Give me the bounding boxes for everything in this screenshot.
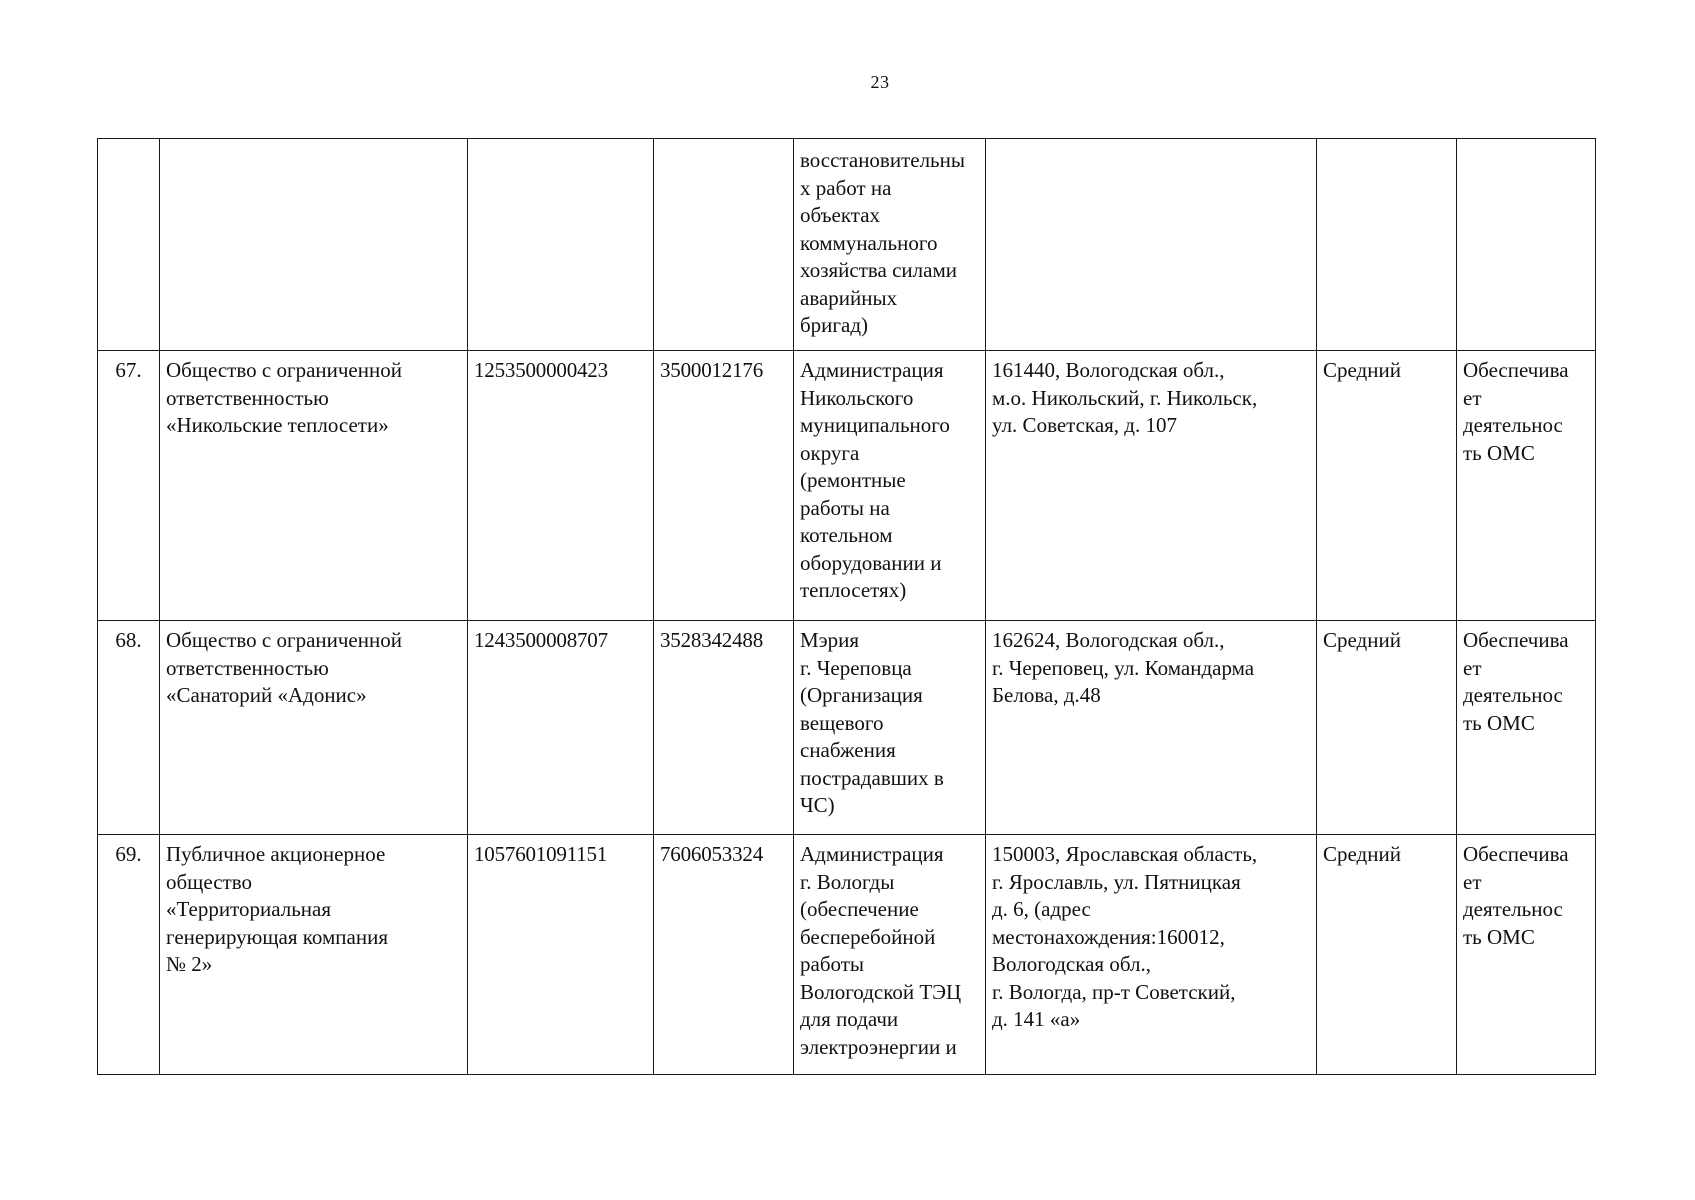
cell-organization: [160, 621, 468, 835]
cell-num: 69.: [98, 835, 160, 1075]
address-line: д. 141 «а»: [992, 1007, 1081, 1031]
admin-line: Никольского: [800, 385, 914, 410]
admin-line: вещевого: [800, 710, 884, 735]
address-line: Белова, д.48: [992, 683, 1101, 707]
cell-administration: [794, 139, 986, 351]
cell-address: [986, 621, 1317, 835]
org-line: Общество с ограниченной: [166, 628, 402, 652]
cell-num: 68.: [98, 621, 160, 835]
address-line: г. Череповец, ул. Командарма: [992, 655, 1255, 680]
org-line: Общество с ограниченной: [166, 358, 402, 382]
cell-address: [986, 351, 1317, 621]
cell-ogrn: 1243500008707: [468, 621, 654, 835]
org-line: «Никольские теплосети»: [166, 413, 389, 437]
admin-line: х работ на: [800, 175, 892, 200]
table-row: [98, 351, 1596, 621]
address-line: д. 6, (адрес: [992, 897, 1091, 921]
cell-administration: [794, 351, 986, 621]
cell-inn: 7606053324: [654, 835, 794, 1075]
address-line: м.о. Никольский, г. Никольск,: [992, 385, 1258, 410]
table-row-continued: [98, 139, 1596, 351]
admin-line: аварийных: [800, 285, 898, 310]
role-line: Обеспечива: [1463, 358, 1569, 382]
cell-ogrn: 1057601091151: [468, 835, 654, 1075]
admin-line: объектах: [800, 203, 881, 227]
cell-organization: [160, 351, 468, 621]
role-line: деятельнос: [1463, 683, 1563, 707]
role-line: ет: [1463, 869, 1482, 894]
cell-inn: [654, 139, 794, 351]
admin-line: округа: [800, 440, 860, 465]
org-line: «Территориальная: [166, 897, 332, 921]
role-line: ет: [1463, 655, 1482, 680]
role-line: Обеспечива: [1463, 628, 1569, 652]
admin-line: хозяйства силами: [800, 258, 957, 282]
cell-address: [986, 835, 1317, 1075]
admin-line: работы на: [800, 495, 890, 520]
admin-line: (обеспечение: [800, 897, 919, 921]
org-line: № 2»: [166, 952, 213, 976]
admin-line: оборудовании и: [800, 550, 942, 575]
org-line: Публичное акционерное: [166, 842, 386, 866]
cell-inn: 3528342488: [654, 621, 794, 835]
cell-organization: [160, 835, 468, 1075]
admin-line: г. Вологды: [800, 869, 895, 894]
cell-risk-level: Средний: [1317, 621, 1457, 835]
admin-line: электроэнергии и: [800, 1034, 957, 1059]
admin-line: Администрация: [800, 358, 944, 382]
address-line: 150003, Ярославская область,: [992, 842, 1258, 866]
cell-role: [1457, 621, 1596, 835]
admin-line: котельном: [800, 523, 893, 547]
admin-line: пострадавших в: [800, 765, 944, 790]
role-line: ть ОМС: [1463, 440, 1535, 465]
address-line: Вологодская обл.,: [992, 952, 1151, 976]
admin-line: Мэрия: [800, 628, 860, 652]
page-number: 23: [870, 72, 890, 92]
address-line: ул. Советская, д. 107: [992, 413, 1177, 437]
cell-administration: [794, 621, 986, 835]
cell-administration: [794, 835, 986, 1075]
role-line: ет: [1463, 385, 1482, 410]
address-line: 161440, Вологодская обл.,: [992, 358, 1225, 382]
admin-line: Администрация: [800, 842, 944, 866]
organizations-table: [97, 138, 1596, 1075]
cell-num: [98, 139, 160, 351]
cell-ogrn: 1253500000423: [468, 351, 654, 621]
org-line: генерирующая компания: [166, 924, 388, 949]
org-line: ответственностью: [166, 385, 329, 410]
table-row: [98, 621, 1596, 835]
cell-role: [1457, 351, 1596, 621]
admin-line: коммунального: [800, 230, 938, 255]
role-line: Обеспечива: [1463, 842, 1569, 866]
address-line: 162624, Вологодская обл.,: [992, 628, 1225, 652]
admin-line: муниципального: [800, 413, 950, 437]
cell-organization: [160, 139, 468, 351]
admin-line: для подачи: [800, 1007, 899, 1031]
admin-line: бесперебойной: [800, 924, 936, 949]
admin-line: бригад): [800, 313, 869, 337]
cell-ogrn: [468, 139, 654, 351]
address-line: г. Ярославль, ул. Пятницкая: [992, 869, 1241, 894]
cell-num: 67.: [98, 351, 160, 621]
cell-risk-level: [1317, 139, 1457, 351]
admin-line: ЧС): [800, 793, 835, 817]
cell-inn: 3500012176: [654, 351, 794, 621]
address-line: местонахождения:160012,: [992, 924, 1225, 949]
cell-address: [986, 139, 1317, 351]
admin-line: работы: [800, 952, 865, 976]
org-line: «Санаторий «Адонис»: [166, 683, 367, 707]
cell-risk-level: Средний: [1317, 835, 1457, 1075]
cell-risk-level: Средний: [1317, 351, 1457, 621]
admin-line: снабжения: [800, 738, 896, 762]
admin-line: г. Череповца: [800, 655, 912, 680]
cell-role: [1457, 835, 1596, 1075]
role-line: ть ОМС: [1463, 924, 1535, 949]
cell-role: [1457, 139, 1596, 351]
role-line: деятельнос: [1463, 413, 1563, 437]
admin-line: Вологодской ТЭЦ: [800, 979, 962, 1004]
org-line: общество: [166, 869, 252, 894]
org-line: ответственностью: [166, 655, 329, 680]
admin-line: восстановительны: [800, 148, 965, 172]
role-line: ть ОМС: [1463, 710, 1535, 735]
role-line: деятельнос: [1463, 897, 1563, 921]
admin-line: (Организация: [800, 683, 923, 707]
address-line: г. Вологда, пр-т Советский,: [992, 979, 1236, 1004]
admin-line: (ремонтные: [800, 468, 906, 492]
admin-line: теплосетях): [800, 578, 907, 602]
table-row: [98, 835, 1596, 1075]
